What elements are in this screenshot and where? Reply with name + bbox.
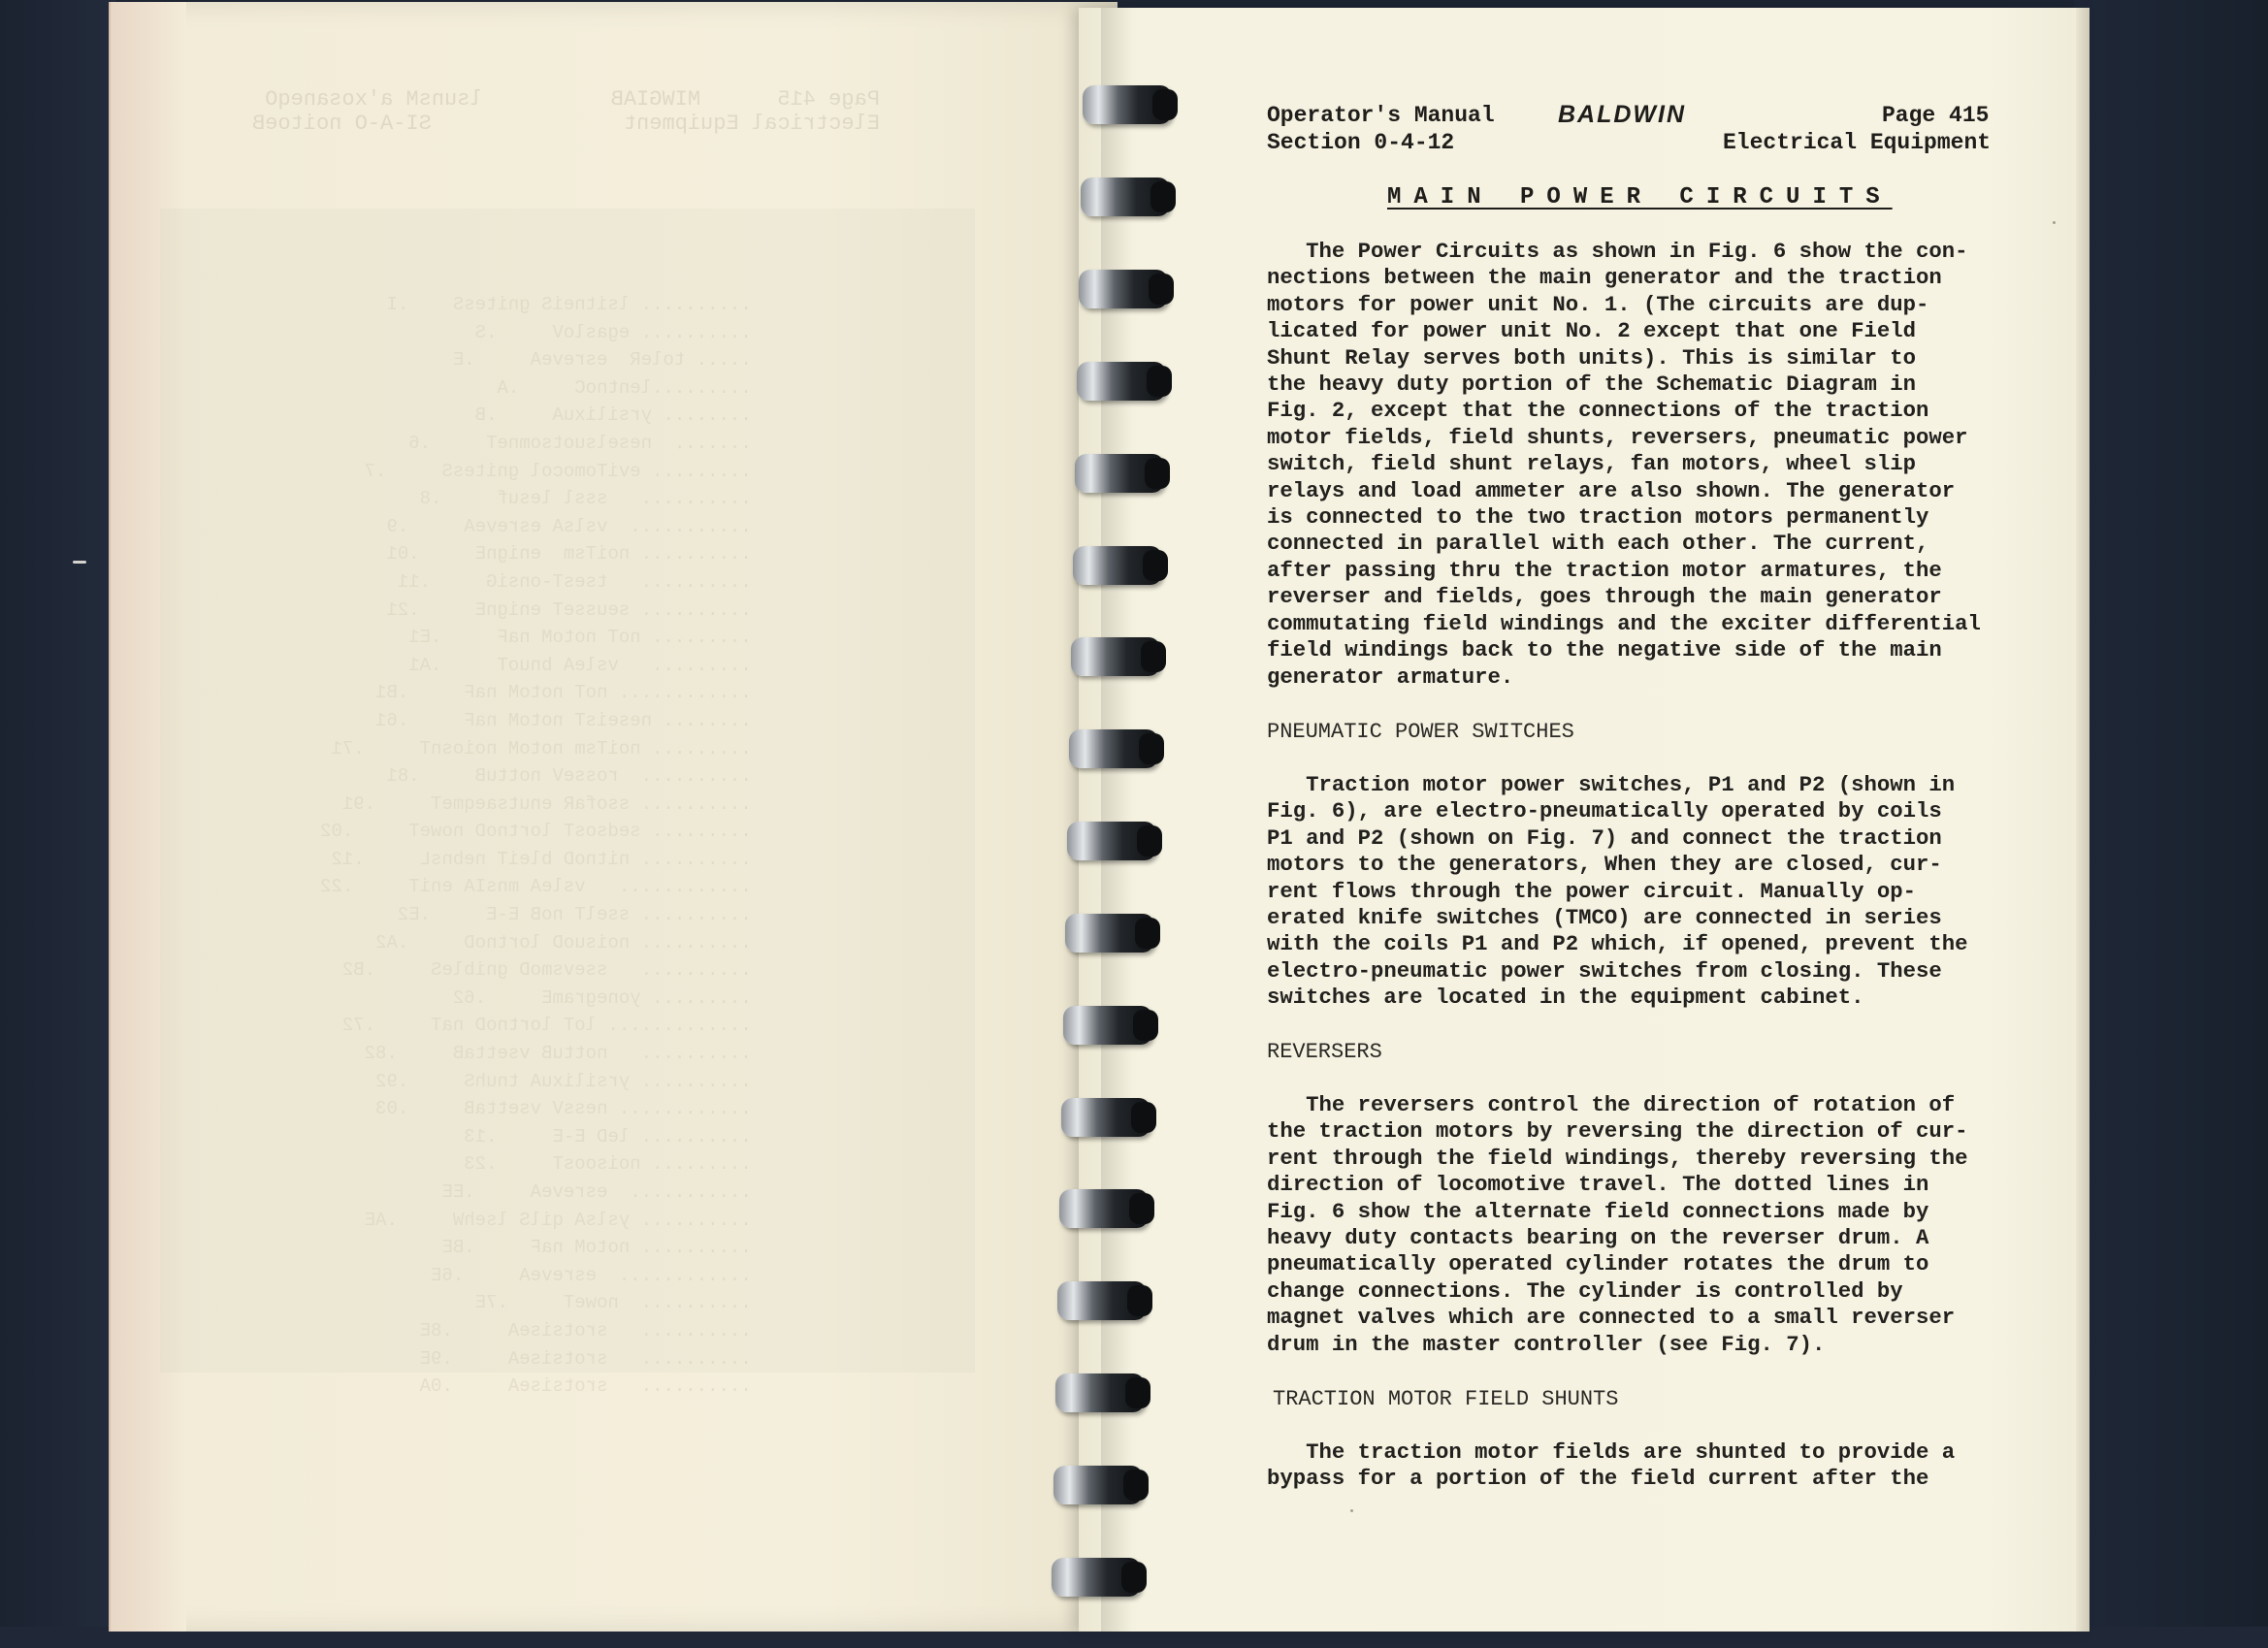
text-line: direction of locomotive travel. The dotted lines in [1267, 1172, 1929, 1198]
text-line: relays and load ammeter are also shown. The generator [1267, 477, 1956, 503]
text-line: motors for power unit No. 1. (The circuits are dup- [1267, 291, 1929, 317]
heading-reversers: REVERSERS [1267, 1040, 1382, 1064]
text-line: bypass for a portion of the field current after the [1267, 1466, 1929, 1492]
binding-coil [1077, 362, 1166, 401]
heading-traction-motor-field-shunts: TRACTION MOTOR FIELD SHUNTS [1273, 1387, 1619, 1411]
text-line: reverser and fields, goes through the main generator [1267, 584, 1942, 610]
topic-label: Electrical Equipment [1723, 130, 1992, 155]
text-line: motors to the generators, When they are closed, cur- [1267, 852, 1942, 878]
binding-coil [1071, 637, 1160, 676]
text-line: after passing thru the traction motor armatures, the [1267, 557, 1942, 583]
text-line: with the coils P1 and P2 which, if opened, prevent the [1267, 931, 1968, 957]
scan-speck [73, 561, 86, 564]
binding-coil [1075, 454, 1164, 493]
binding-coil [1061, 1098, 1150, 1137]
binding-coil [1052, 1558, 1141, 1597]
binding-coil [1057, 1281, 1147, 1320]
binding-coil [1055, 1373, 1145, 1412]
binding-coil [1053, 1466, 1143, 1504]
text-line: is connected to the two traction motors permanently [1267, 504, 1929, 531]
text-line: P1 and P2 (shown on Fig. 7) and connect the traction [1267, 824, 1942, 851]
text-line: switches are located in the equipment cabinet. [1267, 985, 1864, 1011]
text-line: electro-pneumatic power switches from closing. These [1267, 957, 1942, 984]
text-line: the traction motors by reversing the direction of cur- [1267, 1118, 1968, 1145]
text-line: rent flows through the power circuit. Manually op- [1267, 878, 1917, 904]
text-line: drum in the master controller (see Fig. 7). [1267, 1331, 1826, 1357]
heading-pneumatic-power-switches: PNEUMATIC POWER SWITCHES [1267, 720, 1574, 744]
text-line: change connections. The cylinder is controlled by [1267, 1277, 1903, 1304]
text-line: nections between the main generator and the traction [1267, 265, 1942, 291]
text-line: field windings back to the negative side of the main [1267, 637, 1942, 663]
paragraph-traction-motor-field-shunts [1267, 1439, 1955, 1493]
scan-speck [1350, 1509, 1353, 1512]
binding-coil [1063, 1006, 1152, 1045]
text-line: erated knife switches (TMCO) are connected in series [1267, 905, 1942, 931]
text-line: The reversers control the direction of rotation of [1267, 1092, 1956, 1117]
text-line: pneumatically operated cylinder rotates the drum to [1267, 1251, 1929, 1277]
paragraph-pneumatic-power-switches [1267, 772, 1968, 1012]
binding-coil [1083, 85, 1172, 124]
bleed-through-list: .......... lsitneiS gnitesS .I .......... egasloV .S ..... toleR esreveA .E .........lentnoC .A ........ yrsilixuA .B ....... neselsuotsomneT .6 ......... eviTomocol gnitesS .7 .......... sssl lesuf .8 ........... vslsA esreveA .9 .......... noiTsm enignE .01 .......... tsesT-onsiG .11 .......... seusseT enignE .21 ......... noT notoM naF .E1 ......... vsleA bnuoT .A1 ............ noT notoM naF .B1 ........ neseisT notoM naF .61 ......... noiTsm notoM noiosnT .71 .......... rosseV nottuB .81 .......... ssofaR enutsaeqmeT .91 ......... sedsosT lortnoD noweT .02 .......... nitnoD bleiT nebnsL .12 ............ vsleA mnsIA eniT .22 .......... sselT noB E-E .E2 .......... noisuoD lortnoD .A2 .......... ssevsmoD gnibleS .B2 ......... yonegramE .62 ............. loT lortnoD naT .72 .......... nottuB vsettaB .82 .......... yrsilixuA tnuhS .92 ............ nessV vsettaB .03 .......... leD E-E .13 ......... noisoosT .23 ........... esreveA .EE .......... yslsA qilS lsehW .AE .......... notoM naF .BE ............ esreveA .6E .......... noweT .7E .......... srotsiseA .8E .......... srotsiseA .9E .......... srotsiseA .0A [320, 294, 752, 1398]
binding-coil [1069, 729, 1158, 768]
text-line: The traction motor fields are shunted to provide a [1267, 1439, 1956, 1465]
binding-coil [1059, 1189, 1149, 1228]
binding-coil [1079, 270, 1168, 308]
text-line: magnet valves which are connected to a small reverser [1267, 1305, 1956, 1331]
page-title: MAIN POWER CIRCUITS [1387, 184, 1893, 210]
text-line: Fig. 2, except that the connections of the traction [1267, 398, 1929, 424]
text-line: connected in parallel with each other. The current, [1267, 531, 1929, 557]
binding-coil [1067, 822, 1156, 860]
brand-logo: BALDWIN [1558, 101, 1687, 128]
backdrop-left [0, 0, 116, 1648]
right-page-edge [2076, 8, 2090, 1632]
text-line: generator armature. [1267, 663, 1514, 690]
text-line: Fig. 6 show the alternate field connections made by [1267, 1198, 1929, 1224]
text-line: licated for power unit No. 2 except that one Field [1267, 318, 1917, 344]
backdrop-right [2074, 0, 2268, 1648]
section-label: Section 0-4-12 [1267, 130, 1455, 155]
text-line: the heavy duty portion of the Schematic Diagram in [1267, 372, 1917, 398]
text-line: The Power Circuits as shown in Fig. 6 show the con- [1267, 239, 1968, 264]
paragraph-reversers [1267, 1092, 1968, 1358]
text-line: heavy duty contacts bearing on the reverser drum. A [1267, 1225, 1929, 1251]
scan-speck [2053, 221, 2056, 224]
text-line: motor fields, field shunts, reversers, pneumatic power [1267, 424, 1968, 450]
manual-label: Operator's Manual [1267, 103, 1495, 128]
text-line: rent through the field windings, thereby reversing the [1267, 1145, 1968, 1171]
intro-paragraph [1267, 239, 1981, 691]
text-line: switch, field shunt relays, fan motors, wheel slip [1267, 451, 1917, 477]
text-line: Traction motor power switches, P1 and P2 (shown in [1267, 772, 1956, 797]
bleed-through-header: Page 415 MIWGIAB lsunsM a'xosaneqO Electrical Equipment SI-A-O noitoeB [252, 87, 880, 136]
text-line: Fig. 6), are electro-pneumatically operated by coils [1267, 798, 1942, 824]
binding-coil [1073, 546, 1162, 585]
binding-coil [1081, 178, 1170, 216]
page-number: Page 415 [1882, 103, 1990, 128]
text-line: commutating field windings and the exciter differential [1267, 610, 1981, 636]
text-line: Shunt Relay serves both units). This is similar to [1267, 344, 1917, 371]
binding-coil [1065, 914, 1154, 953]
